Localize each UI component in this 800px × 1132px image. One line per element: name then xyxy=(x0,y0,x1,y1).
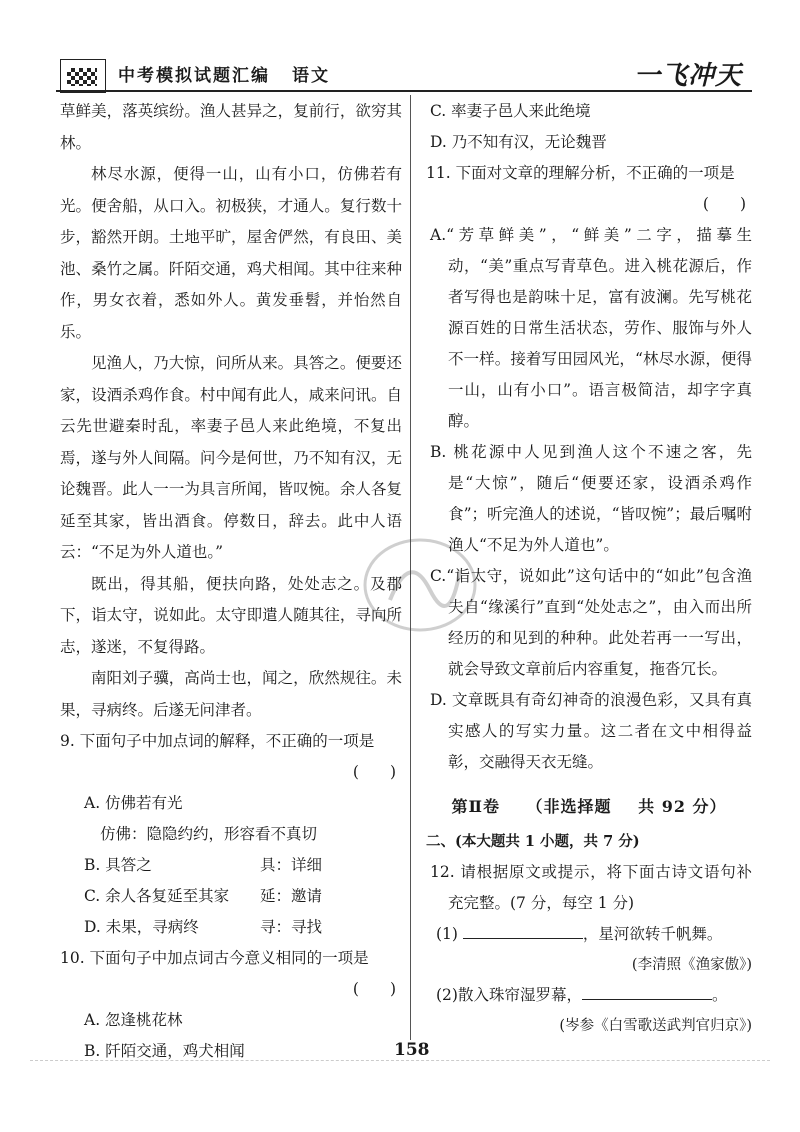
option-d-note: 寻：寻找 xyxy=(260,918,323,936)
option-d xyxy=(60,912,402,943)
question-stem: 12. 请根据原文或提示，将下面古诗文语句补充完整。(7 分，每空 1 分) xyxy=(430,863,752,912)
question-stem: 10. 下面句子中加点词古今意义相同的一项是 xyxy=(60,949,369,967)
option-b: B. 阡陌交通，鸡犬相闻 xyxy=(84,1042,245,1060)
fill-line-2 xyxy=(426,980,752,1011)
source-citation: (岑参《白雪歌送武判官归京》) xyxy=(559,1018,752,1034)
passage-paragraph: 见渔人，乃大惊，问所从来。具答之。便要还家，设酒杀鸡作食。村中闻有此人，咸来问讯。自云先世避秦时乱，率妻子邑人来此绝境，不复出焉，遂与外人间隔。问今是何世，乃不知有汉，无论魏晋。此人一一为具言所闻，皆叹惋。余人各复延至其家，皆出酒食。停数日，辞去。此中人语云：“不足为外人道也。” xyxy=(60,354,402,561)
header-rule xyxy=(56,90,752,92)
option-a: A. 忽逢桃花林 xyxy=(84,1011,183,1029)
option-a-note: 仿佛：隐隐约约，形容看不真切 xyxy=(100,825,318,843)
page-number: 158 xyxy=(394,1040,430,1060)
answer-paren: ( ) xyxy=(352,980,396,998)
source-citation: (李清照《渔家傲》) xyxy=(631,957,752,973)
option-b-note: 具：详细 xyxy=(260,856,323,874)
section-type: （非选择题 xyxy=(526,797,612,816)
question-9 xyxy=(60,726,402,943)
fill-line-1 xyxy=(426,919,752,950)
passage-paragraph: 既出，得其船，便扶向路，处处志之。及郡下，诣太守，说如此。太守即遣人随其往，寻向所志，遂迷，不复得路。 xyxy=(60,574,402,656)
passage-paragraph: 林尽水源，便得一山，山有小口，仿佛若有光。便舍船，从口入。初极狭，才通人。复行数十步，豁然开朗。土地平旷，屋舍俨然，有良田、美池、桑竹之属。阡陌交通，鸡犬相闻。其中往来种作，男女衣着，悉如外人。黄发垂髫，并怡然自乐。 xyxy=(60,165,402,341)
answer-paren: ( ) xyxy=(702,195,746,213)
section-heading xyxy=(426,794,752,817)
footer-rule xyxy=(30,1060,770,1061)
option-d: D. 文章既具有奇幻神奇的浪漫色彩，又具有真实感人的写实力量。这二者在文中相得益彰，交融得天衣无缝。 xyxy=(430,691,752,771)
answer-paren: ( ) xyxy=(352,763,396,781)
option-d-text: D. 未果，寻病终 xyxy=(84,918,199,936)
option-a: A. 仿佛若有光 xyxy=(84,794,183,812)
section-score: 共 92 分） xyxy=(638,797,727,816)
answer-blank[interactable] xyxy=(582,981,712,1000)
option-b: B. 桃花源中人见到渔人这个不速之客，先是“大惊”，随后“便要还家，设酒杀鸡作食”；听完渔人的述说，“皆叹惋”；最后嘱咐渔人“不足为外人道也”。 xyxy=(430,443,752,554)
answer-blank[interactable] xyxy=(463,920,583,939)
watermark-stamp-icon xyxy=(360,530,480,640)
passage-paragraph: 草鲜美，落英缤纷。渔人甚异之，复前行，欲穷其林。 xyxy=(60,102,402,152)
option-c xyxy=(60,881,402,912)
book-title: 中考模拟试题汇编 xyxy=(118,66,270,86)
q10-option-c: C. 率妻子邑人来此绝境 xyxy=(430,102,591,120)
line-text: (2)散入珠帘湿罗幕， xyxy=(436,986,582,1004)
brand-logo: 一飞冲天 xyxy=(633,61,742,91)
option-b xyxy=(60,850,402,881)
q10-option-d: D. 乃不知有汉，无论魏晋 xyxy=(430,133,607,151)
option-c: C.“诣太守，说如此”这句话中的“如此”包含渔夫自“缘溪行”直到“处处志之”，由入而出所经历的和见到的种种。此处若再一一写出，就会导致文章前后内容重复，拖沓冗长。 xyxy=(430,567,752,678)
passage-paragraph: 南阳刘子骥，高尚士也，闻之，欣然规往。未果，寻病终。后遂无问津者。 xyxy=(60,669,402,719)
logo-icon xyxy=(60,59,106,93)
option-c-text: C. 余人各复延至其家 xyxy=(84,887,230,905)
question-12 xyxy=(426,857,752,1041)
left-column xyxy=(60,96,402,1067)
line-end: 。 xyxy=(711,986,728,1004)
page-header xyxy=(60,55,750,95)
option-b-text: B. 具答之 xyxy=(84,856,152,874)
line-text: ，星河欲转千帆舞。 xyxy=(582,925,723,943)
question-10 xyxy=(60,943,402,1067)
question-stem: 11. 下面对文章的理解分析，不正确的一项是 xyxy=(426,164,735,182)
option-c-note: 延：邀请 xyxy=(260,887,323,905)
section-title: 第Ⅱ卷 xyxy=(451,797,500,816)
part-heading: 二、(本大题共 1 小题，共 7 分) xyxy=(426,833,640,850)
book-subject: 语文 xyxy=(292,66,330,86)
question-stem: 9. 下面句子中加点词的解释，不正确的一项是 xyxy=(60,732,375,750)
option-a: A.“芳草鲜美”，“鲜美”二字，描摹生动，“美”重点写青草色。进入桃花源后，作者写得也是韵味十足，富有波澜。先写桃花源百姓的日常生活状态，劳作、服饰与外人不一样。接着写田园风光，“林尽水源，便得一山，山有小口”。语言极简洁，却字字真醇。 xyxy=(430,226,752,430)
question-11 xyxy=(426,158,752,778)
line-number: (1) xyxy=(436,925,458,943)
